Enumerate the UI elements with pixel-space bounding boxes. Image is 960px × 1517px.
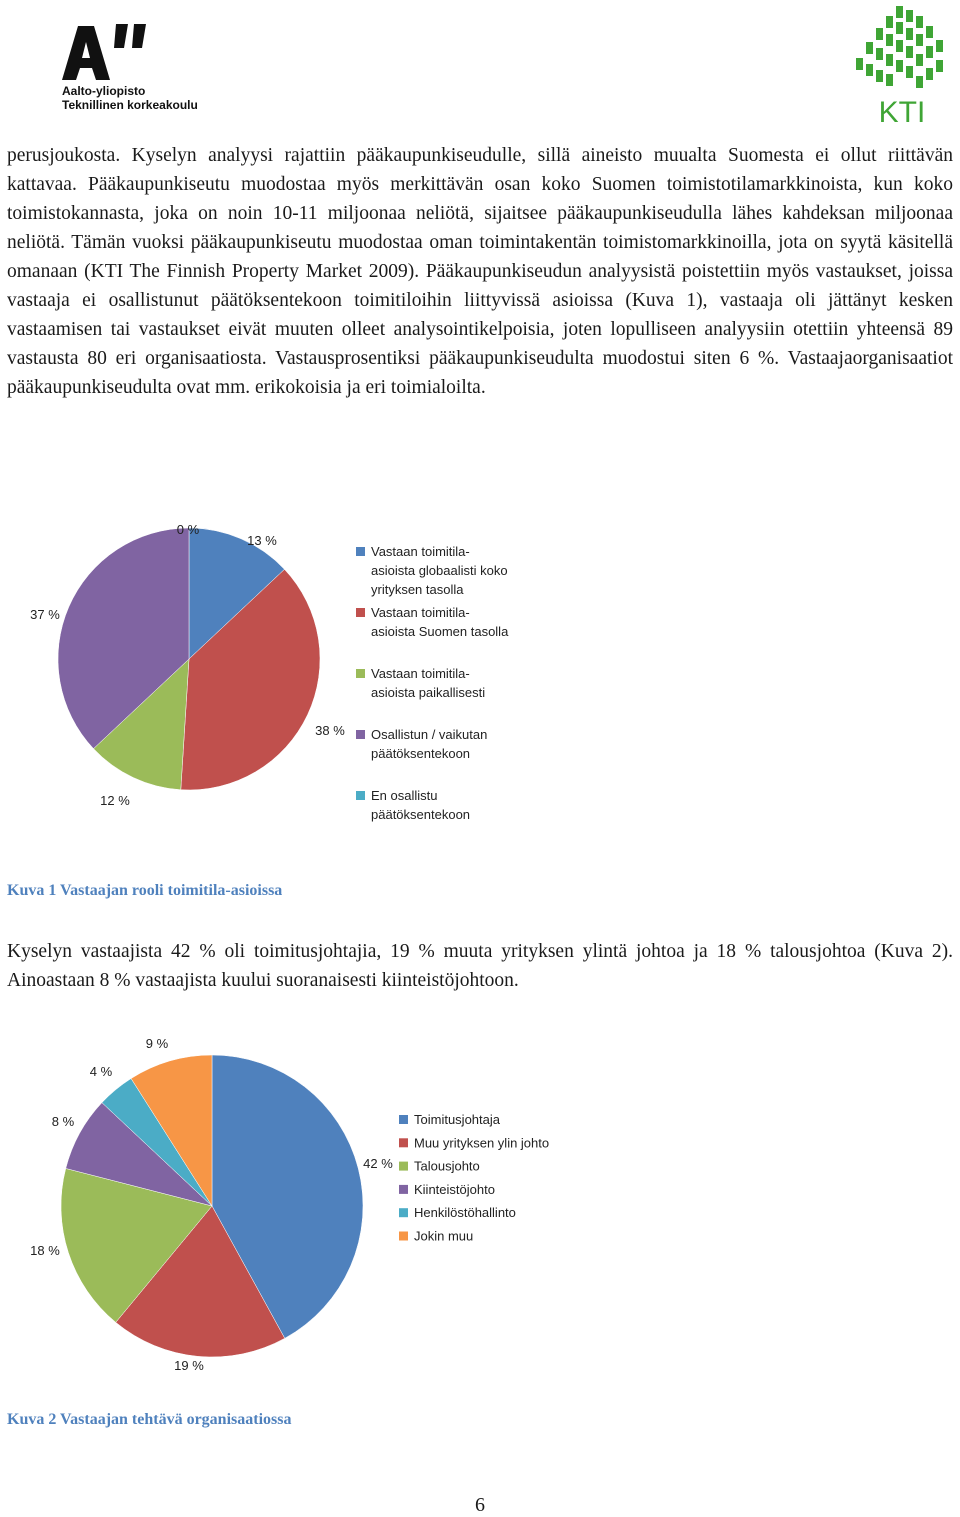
legend-label-1: Vastaan toimitila-asioista globaalisti koko yrityksen tasolla xyxy=(371,544,508,597)
body-paragraph-2: Kyselyn vastaajista 42 % oli toimitusjohtajia, 19 % muuta yrityksen ylintä johtoa ja 18 % talousjohtoa (Kuva 2). Ainoastaan 8 % vastaajista kuului suoranaisesti kiinteistöjohtoon. xyxy=(7,941,953,991)
legend-label-5: En osallistu päätöksentekoon xyxy=(371,788,471,822)
pie-data-label-3: 18 % xyxy=(30,1243,60,1258)
legend-label-2: Muu yrityksen ylin johto xyxy=(414,1135,550,1151)
pie-data-label-1: 13 % xyxy=(247,533,277,548)
chart-position xyxy=(0,1020,960,1390)
pie-data-label-2: 38 % xyxy=(315,723,345,738)
legend-label-3: Talousjohto xyxy=(414,1158,480,1174)
kti-logo-text: KTI xyxy=(878,96,926,126)
legend-label-6: Jokin muu xyxy=(414,1228,474,1244)
kti-logo xyxy=(850,2,954,126)
legend-swatch-5 xyxy=(356,791,365,800)
legend-label-5: Henkilöstöhallinto xyxy=(414,1205,516,1221)
legend-swatch-3 xyxy=(399,1162,408,1171)
legend-label-3: Vastaan toimitila-asioista paikallisesti xyxy=(371,666,486,700)
legend-label-4: Kiinteistöjohto xyxy=(414,1181,495,1197)
pie-data-label-2: 19 % xyxy=(174,1358,204,1373)
figure-caption-2: Kuva 2 Vastaajan tehtävä organisaatiossa xyxy=(7,1411,292,1428)
legend-swatch-4 xyxy=(399,1185,408,1194)
legend-swatch-1 xyxy=(399,1115,408,1124)
legend-swatch-1 xyxy=(356,547,365,556)
legend-swatch-6 xyxy=(399,1232,408,1241)
aalto-school: Teknillinen korkeakoulu xyxy=(62,98,198,112)
pie-data-label-5: 4 % xyxy=(89,1064,113,1079)
figure-caption-1: Kuva 1 Vastaajan rooli toimitila-asioissa xyxy=(7,882,283,899)
page-header xyxy=(0,0,960,130)
pie-data-label-4: 8 % xyxy=(51,1114,75,1129)
aalto-name: Aalto-yliopisto xyxy=(62,84,146,98)
pie-chart-role xyxy=(0,505,960,835)
legend-label-1: Toimitusjohtaja xyxy=(414,1112,500,1127)
legend-label-4: Osallistun / vaikutan päätöksentekoon xyxy=(371,727,488,761)
legend-swatch-5 xyxy=(399,1208,408,1217)
legend-swatch-2 xyxy=(399,1138,408,1147)
pie-data-label-3: 12 % xyxy=(100,793,130,808)
body-paragraph-1: perusjoukosta. Kyselyn analyysi rajattiin pääkaupunkiseudulle, sillä aineisto muualta Suomesta ei ollut riittävän kattavaa. Pääkaupunkiseutu muodostaa myös merkittävän osan koko Suomen toimistotilamarkkinoista, kun koko toimistokannasta, joka on noin 10-11 miljoonaa neliötä, sijaitsee pääkaupunkiseudulla lähes kahdeksan miljoonaa neliötä. Tämän vuoksi pääkaupunkiseutu muodostaa oman toimintakentän toimistomarkkinoilla, jota on syytä käsitellä omanaan (KTI The Finnish Property Market 2009). Pääkaupunkiseudun analyysistä poistettiin myös vastaukset, joissa vastaaja ei osallistunut päätöksentekoon toimitiloihin liittyvissä asioissa (Kuva 1), vastaaja oli jättänyt kesken vastaamisen tai vastaukset eivät muuten olleet analysointikelpoisia, joten lopulliseen analyysiin otettiin yhteensä 89 vastausta 80 eri organisaatiosta. Vastausprosentiksi pääkaupunkiseudulta muodostui siten 6 %. Vastaajaorganisaatiot pääkaupunkiseudulta ovat mm. erikokoisia ja eri toimialoilta. xyxy=(7,145,953,398)
legend-label-2: Vastaan toimitila-asioista Suomen tasolla xyxy=(371,605,509,639)
pie-data-label-4: 37 % xyxy=(30,607,60,622)
legend-swatch-4 xyxy=(356,730,365,739)
pie-data-label-5: 0 % xyxy=(176,522,200,537)
pie-data-label-6: 9 % xyxy=(145,1036,169,1051)
page-number: 6 xyxy=(475,1494,485,1516)
pie-chart-position xyxy=(0,1020,960,1390)
pie-data-label-1: 42 % xyxy=(363,1156,393,1171)
legend-swatch-2 xyxy=(356,608,365,617)
chart-role xyxy=(0,505,960,835)
legend-swatch-3 xyxy=(356,669,365,678)
